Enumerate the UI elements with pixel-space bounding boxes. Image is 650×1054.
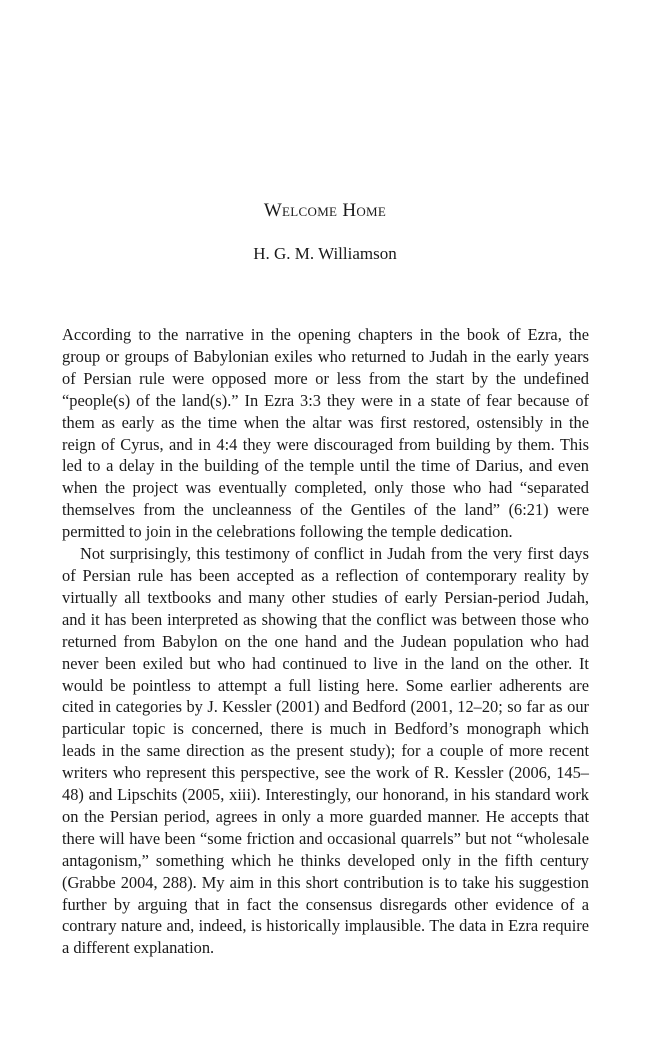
body-paragraph: Not surprisingly, this testimony of conflict in Judah from the very first days of Persian rule has been accepted as a reflection of contemporary reality by virtually all textbooks and many other studies of early Persian-period Judah, and it has been interpreted as showing that the conflict was between those who returned from Babylon on the one hand and the Judean population who had never been exiled but who had continued to live in the land on the other. It would be pointless to attempt a full listing here. Some earlier adherents are cited in categories by J. Kessler (2001) and Bedford (2001, 12–20; so far as our particular topic is concerned, there is much in Bedford’s monograph which leads in the same direction as the present study); for a couple of more recent writers who represent this perspective, see the work of R. Kessler (2006, 145–48) and Lipschits (2005, xiii). Interestingly, our honorand, in his standard work on the Persian period, agrees in only a more guarded manner. He accepts that there will have been “some friction and occasional quarrels” but not “wholesale antagonism,” something which he thinks developed only in the fifth century (Grabbe 2004, 288). My aim in this short contribution is to take his suggestion further by arguing that in fact the consensus disregards other evidence of a contrary nature and, indeed, is historically implausible. The data in Ezra require a different explanation. <box>62 544 589 958</box>
article-title: Welcome Home <box>263 200 387 221</box>
article-body <box>62 324 589 959</box>
article-author: H. G. M. Williamson <box>253 244 397 263</box>
body-paragraph: According to the narrative in the opening chapters in the book of Ezra, the group or groups of Babylonian exiles who returned to Judah in the early years of Persian rule were opposed more or less from the start by the undefined “people(s) of the land(s).” In Ezra 3:3 they were in a state of fear because of them as early as the time when the altar was first restored, ostensibly in the reign of Cyrus, and in 4:4 they were discouraged from building by them. This led to a delay in the building of the temple until the time of Darius, and even when the project was eventually completed, only those who had “separated themselves from the uncleanness of the Gentiles of the land” (6:21) were permitted to join in the celebrations following the temple dedication. <box>62 325 589 542</box>
